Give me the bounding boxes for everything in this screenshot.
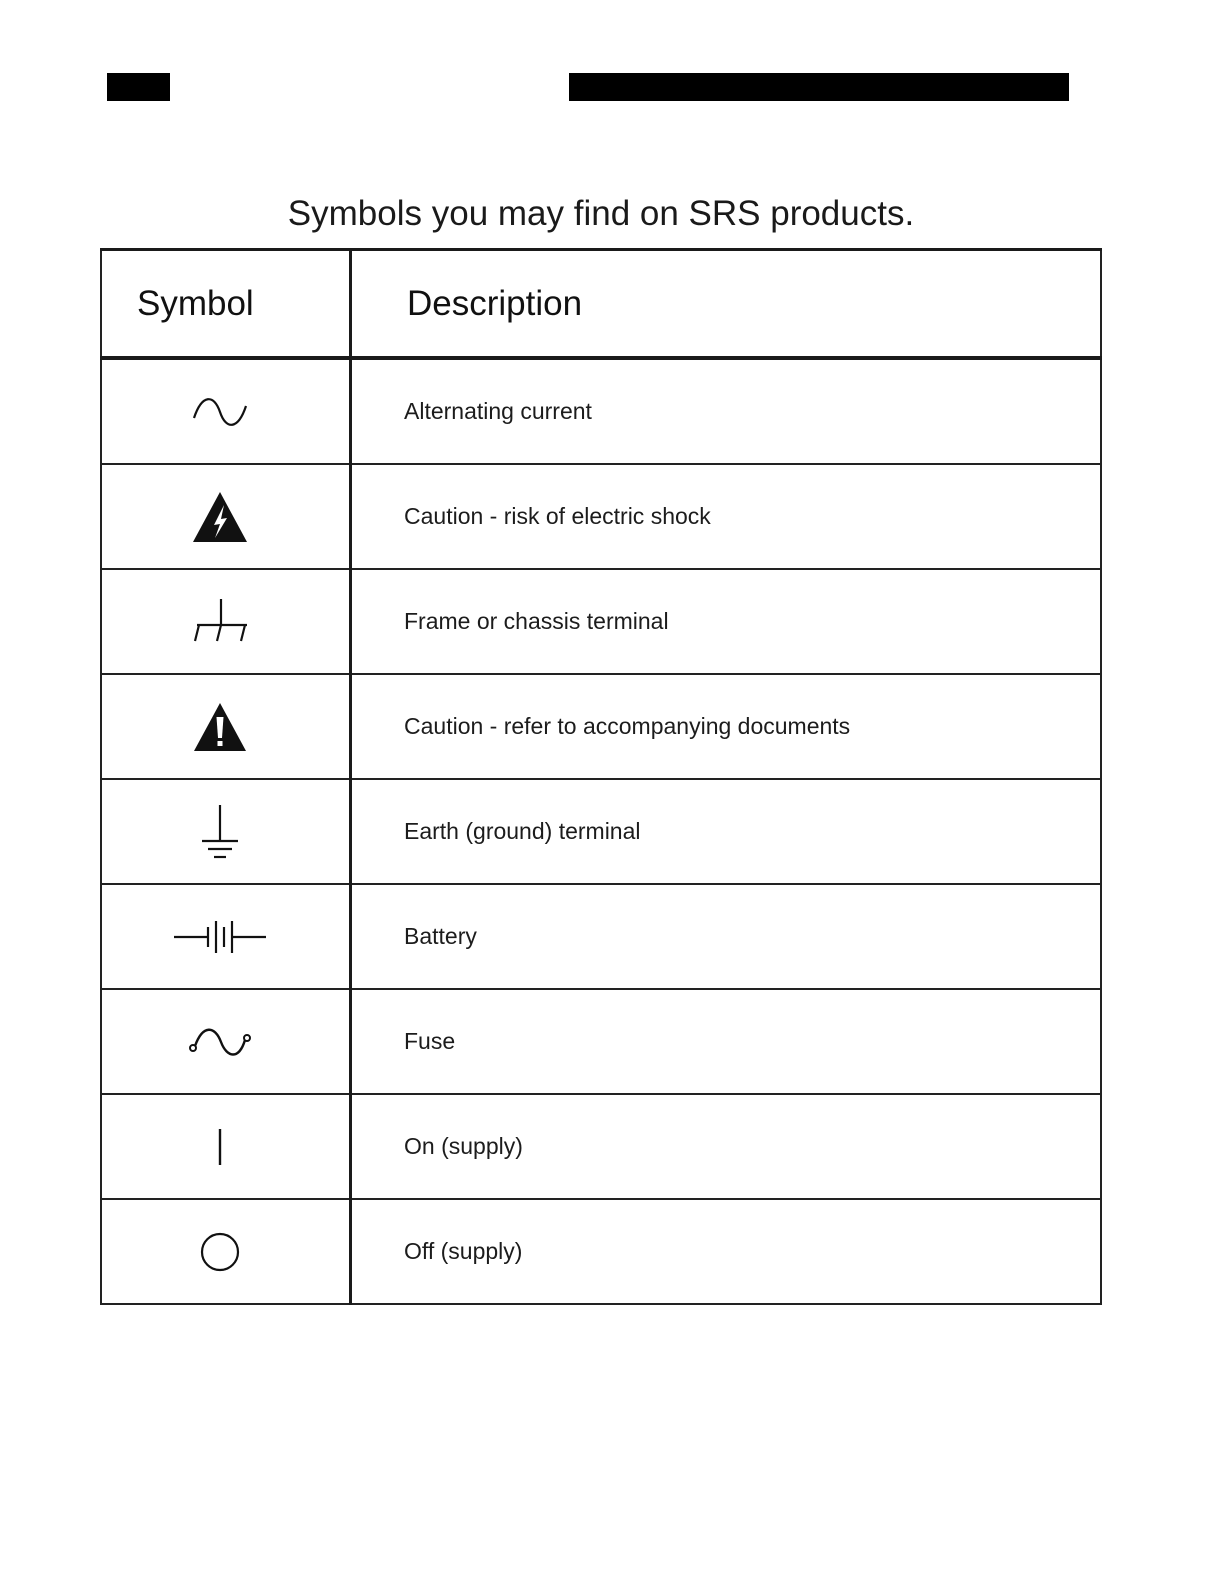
caution-exclamation-icon xyxy=(190,700,250,754)
symbol-cell xyxy=(101,674,351,779)
symbol-cell xyxy=(101,989,351,1094)
symbol-cell xyxy=(101,1199,351,1304)
table-row xyxy=(101,1199,1101,1304)
table-row xyxy=(101,989,1101,1094)
chassis-terminal-icon xyxy=(189,597,251,647)
table-header-row xyxy=(101,250,1101,359)
table-row xyxy=(101,674,1101,779)
description-cell: Earth (ground) terminal xyxy=(351,779,1102,884)
symbols-table xyxy=(100,248,1102,1305)
table-row xyxy=(101,569,1101,674)
symbol-cell xyxy=(101,779,351,884)
table-row xyxy=(101,464,1101,569)
table-row xyxy=(101,779,1101,884)
description-cell: Alternating current xyxy=(351,358,1102,464)
alternating-current-icon xyxy=(190,392,250,432)
description-cell: On (supply) xyxy=(351,1094,1102,1199)
table-row xyxy=(101,358,1101,464)
description-cell: Off (supply) xyxy=(351,1199,1102,1304)
earth-ground-icon xyxy=(198,803,242,861)
power-off-icon xyxy=(198,1230,242,1274)
description-cell: Frame or chassis terminal xyxy=(351,569,1102,674)
symbol-cell xyxy=(101,358,351,464)
redacted-block-left xyxy=(107,73,170,101)
power-on-icon xyxy=(210,1125,230,1169)
symbol-cell xyxy=(101,464,351,569)
header-description: Description xyxy=(351,250,1102,359)
symbol-cell xyxy=(101,1094,351,1199)
symbol-cell xyxy=(101,569,351,674)
table-row xyxy=(101,1094,1101,1199)
description-cell: Fuse xyxy=(351,989,1102,1094)
table-caption: Symbols you may find on SRS products. xyxy=(287,194,915,233)
symbol-cell xyxy=(101,884,351,989)
electric-shock-warning-icon xyxy=(190,489,250,545)
table-row xyxy=(101,884,1101,989)
redacted-block-right xyxy=(569,73,1069,101)
fuse-icon xyxy=(187,1022,253,1062)
description-cell: Caution - refer to accompanying documents xyxy=(351,674,1102,779)
description-cell: Caution - risk of electric shock xyxy=(351,464,1102,569)
header-symbol: Symbol xyxy=(101,250,351,359)
battery-icon xyxy=(172,917,268,957)
description-cell: Battery xyxy=(351,884,1102,989)
